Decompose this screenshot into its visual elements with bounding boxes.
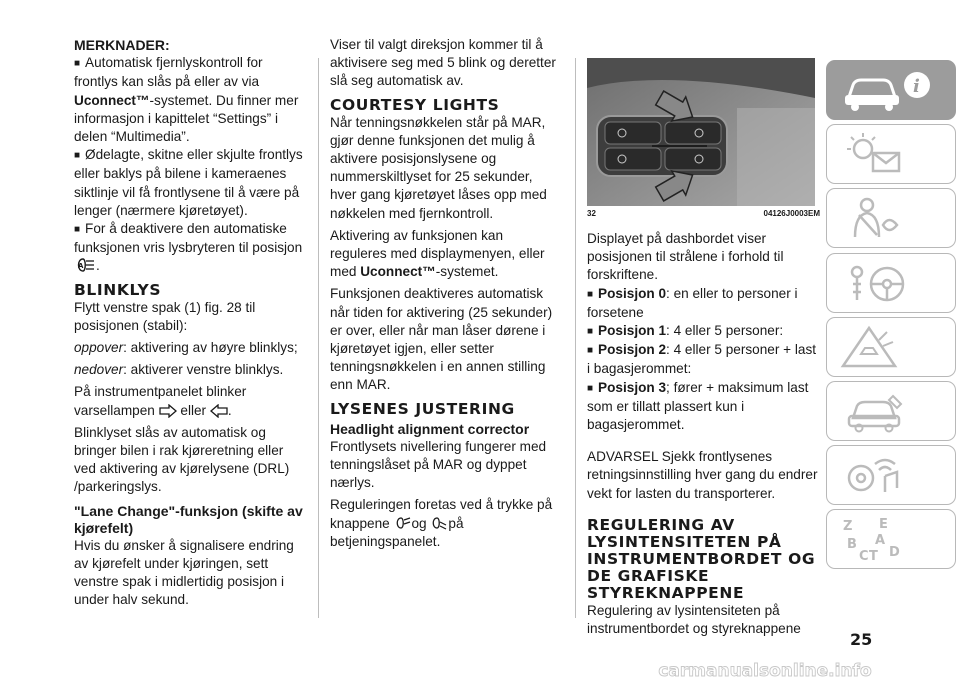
index-letter: C <box>859 549 869 563</box>
note-1 <box>74 54 306 146</box>
auto-headlight-icon <box>74 257 96 273</box>
index-letter: B <box>847 537 857 553</box>
right-arrow-icon <box>159 404 177 418</box>
regulering-text: Reguleringen foretas ved å trykke på knappene og på betjeningspanelet. <box>330 497 553 549</box>
index-letter: Z <box>843 519 853 535</box>
auto-off-text: Blinklyset slås av automatisk og bringer bilen i rak kjøreretning eller ved aktivering av kjørelysene (DRL) /parkeringslys. <box>74 424 290 495</box>
warning-text: ADVARSEL Sjekk frontlysenes retningsinnstilling hver gang du endrer vekt for lasten du transporterer. <box>587 449 818 501</box>
lane-change-title: "Lane Change"-funksjon (skifte av kjørefelt) <box>74 502 303 536</box>
panel-illustration <box>587 58 815 206</box>
tab-multimedia[interactable] <box>826 445 956 505</box>
watermark-logo <box>575 660 955 680</box>
column-middle <box>330 36 562 551</box>
blinklys-text: Flytt venstre spak (1) fig. 28 til posisjonen (stabil): <box>74 299 256 333</box>
emergency-icon <box>839 324 939 370</box>
position-1: ■ Posisjon 1: 4 eller 5 personer: <box>587 322 820 341</box>
index-icon <box>839 516 939 562</box>
figure-caption <box>587 208 820 220</box>
note-3-text: For å deaktivere den automatiske funksjonen vris lysbryteren til posisjon <box>74 221 303 256</box>
lane-change-text: Hvis du ønsker å signalisere endring av kjørefelt under kjøringen, sett venstre spak i midlertidig posisjon i under halv sekund. <box>74 537 294 608</box>
index-letter: E <box>879 517 888 533</box>
display-text: Displayet på dashbordet viser posisjonen til strålene i forhold til forskriftene. <box>587 231 784 283</box>
headlight-up-icon <box>394 515 412 531</box>
svg-text:carmanualsonline.info: carmanualsonline.info <box>658 661 872 680</box>
index-letter: D <box>889 545 900 561</box>
regulering-intensity-text: Regulering av lysintensiteten på instrumentbordet og styreknappene <box>587 602 801 637</box>
safety-icon <box>839 195 939 241</box>
tab-index[interactable] <box>826 509 956 569</box>
index-letter: T <box>869 549 878 563</box>
headlight-text: Frontlysets nivellering fungerer med tenningslåset på MAR og dyppet nærlys. <box>330 438 547 491</box>
tab-maintenance[interactable] <box>826 381 956 441</box>
headlight-down-icon <box>430 515 448 531</box>
position-2: ■ Posisjon 2: 4 eller 5 personer + last i bagasjerommet: <box>587 341 820 378</box>
index-letter: A <box>875 533 886 549</box>
courtesy-text-2: Aktivering av funksjonen kan reguleres med displaymenyen, eller med Uconnect™-systemet. <box>330 227 545 280</box>
warning-lights-icon <box>839 131 939 177</box>
figure-number: 32 <box>587 209 596 218</box>
note-1-text-end: -systemet. Du finner mer informasjon i kapittelet “Settings” i delen “Multimedia”. <box>74 92 299 145</box>
tab-driving[interactable] <box>826 253 956 313</box>
svg-text:A: A <box>78 262 84 271</box>
oppover-item: oppover: aktivering av høyre blinklys; <box>74 340 298 356</box>
tab-car-info[interactable] <box>826 60 956 120</box>
notes-title: MERKNADER: <box>74 37 170 53</box>
panel-text: På instrumentpanelet blinker varsellampen eller . <box>74 384 247 418</box>
column-divider <box>575 58 576 618</box>
tab-safety[interactable] <box>826 188 956 248</box>
section-title-lysenes: LYSENES JUSTERING <box>330 399 515 418</box>
nedover-item: nedover: aktiverer venstre blinklys. <box>74 362 284 378</box>
column-left <box>74 36 306 609</box>
position-3: ■ Posisjon 3; fører + maksimum last som er tillatt plassert kun i bagasjerommet. <box>587 379 820 435</box>
left-arrow-icon <box>210 404 228 418</box>
tab-warning-lights[interactable] <box>826 124 956 184</box>
driving-icon <box>839 260 939 306</box>
position-0: ■ Posisjon 0: en eller to personer i forsetene <box>587 285 820 322</box>
section-title-courtesy: COURTESY LIGHTS <box>330 95 500 114</box>
figure-headlight-panel <box>587 58 815 206</box>
note-1-text: Automatisk fjernlyskontroll for frontlys kan slås på eller av via <box>74 55 263 90</box>
section-title-blinklys: BLINKLYS <box>74 280 162 299</box>
page-number: 25 <box>850 630 873 649</box>
courtesy-text-3: Funksjonen deaktiveres automatisk når tiden for aktivering (25 sekunder) er over, eller når man låser dørene i kjøretøyet igjen, eller setter tenningsnøkkelen i en annen stilling enn MAR. <box>330 286 553 393</box>
column-right <box>587 58 820 638</box>
note-3: ■ For å deaktivere den automatiske funksjonen vris lysbryteren til posisjon A . <box>74 220 306 276</box>
car-info-icon <box>839 67 939 113</box>
note-2: ■ Ødelagte, skitne eller skjulte frontlys eller baklys på bilene i kameraenes siktlinje vil få frontlysene til å være på lenger (nærmere kjøretøyet). <box>74 146 306 220</box>
multimedia-icon <box>839 452 939 498</box>
chapter-tabs <box>826 60 956 574</box>
svg-text:i: i <box>913 76 920 97</box>
courtesy-text: Når tenningsnøkkelen står på MAR, gjør denne funksjonen det mulig å aktivere posisjonslysene og nummerskiltlyset for 25 sekunder, hver gang kjøretøyet låses opp med nøkkelen med fjernkontroll. <box>330 114 547 221</box>
uconnect-label: Uconnect™ <box>74 92 150 108</box>
column-divider <box>318 58 319 618</box>
figure-code: 04126J0003EM <box>763 209 820 218</box>
section-title-regulering: REGULERING AV LYSINTENSITETEN PÅ INSTRUMENTBORDET OG DE GRAFISKE STYREKNAPPENE <box>587 515 816 602</box>
tab-emergency[interactable] <box>826 317 956 377</box>
headlight-alignment-title: Headlight alignment corrector <box>330 420 530 437</box>
intro-text: Viser til valgt direksjon kommer til å aktivisere seg med 5 blink og deretter slå seg automatisk av. <box>330 37 556 89</box>
maintenance-icon <box>839 388 939 434</box>
